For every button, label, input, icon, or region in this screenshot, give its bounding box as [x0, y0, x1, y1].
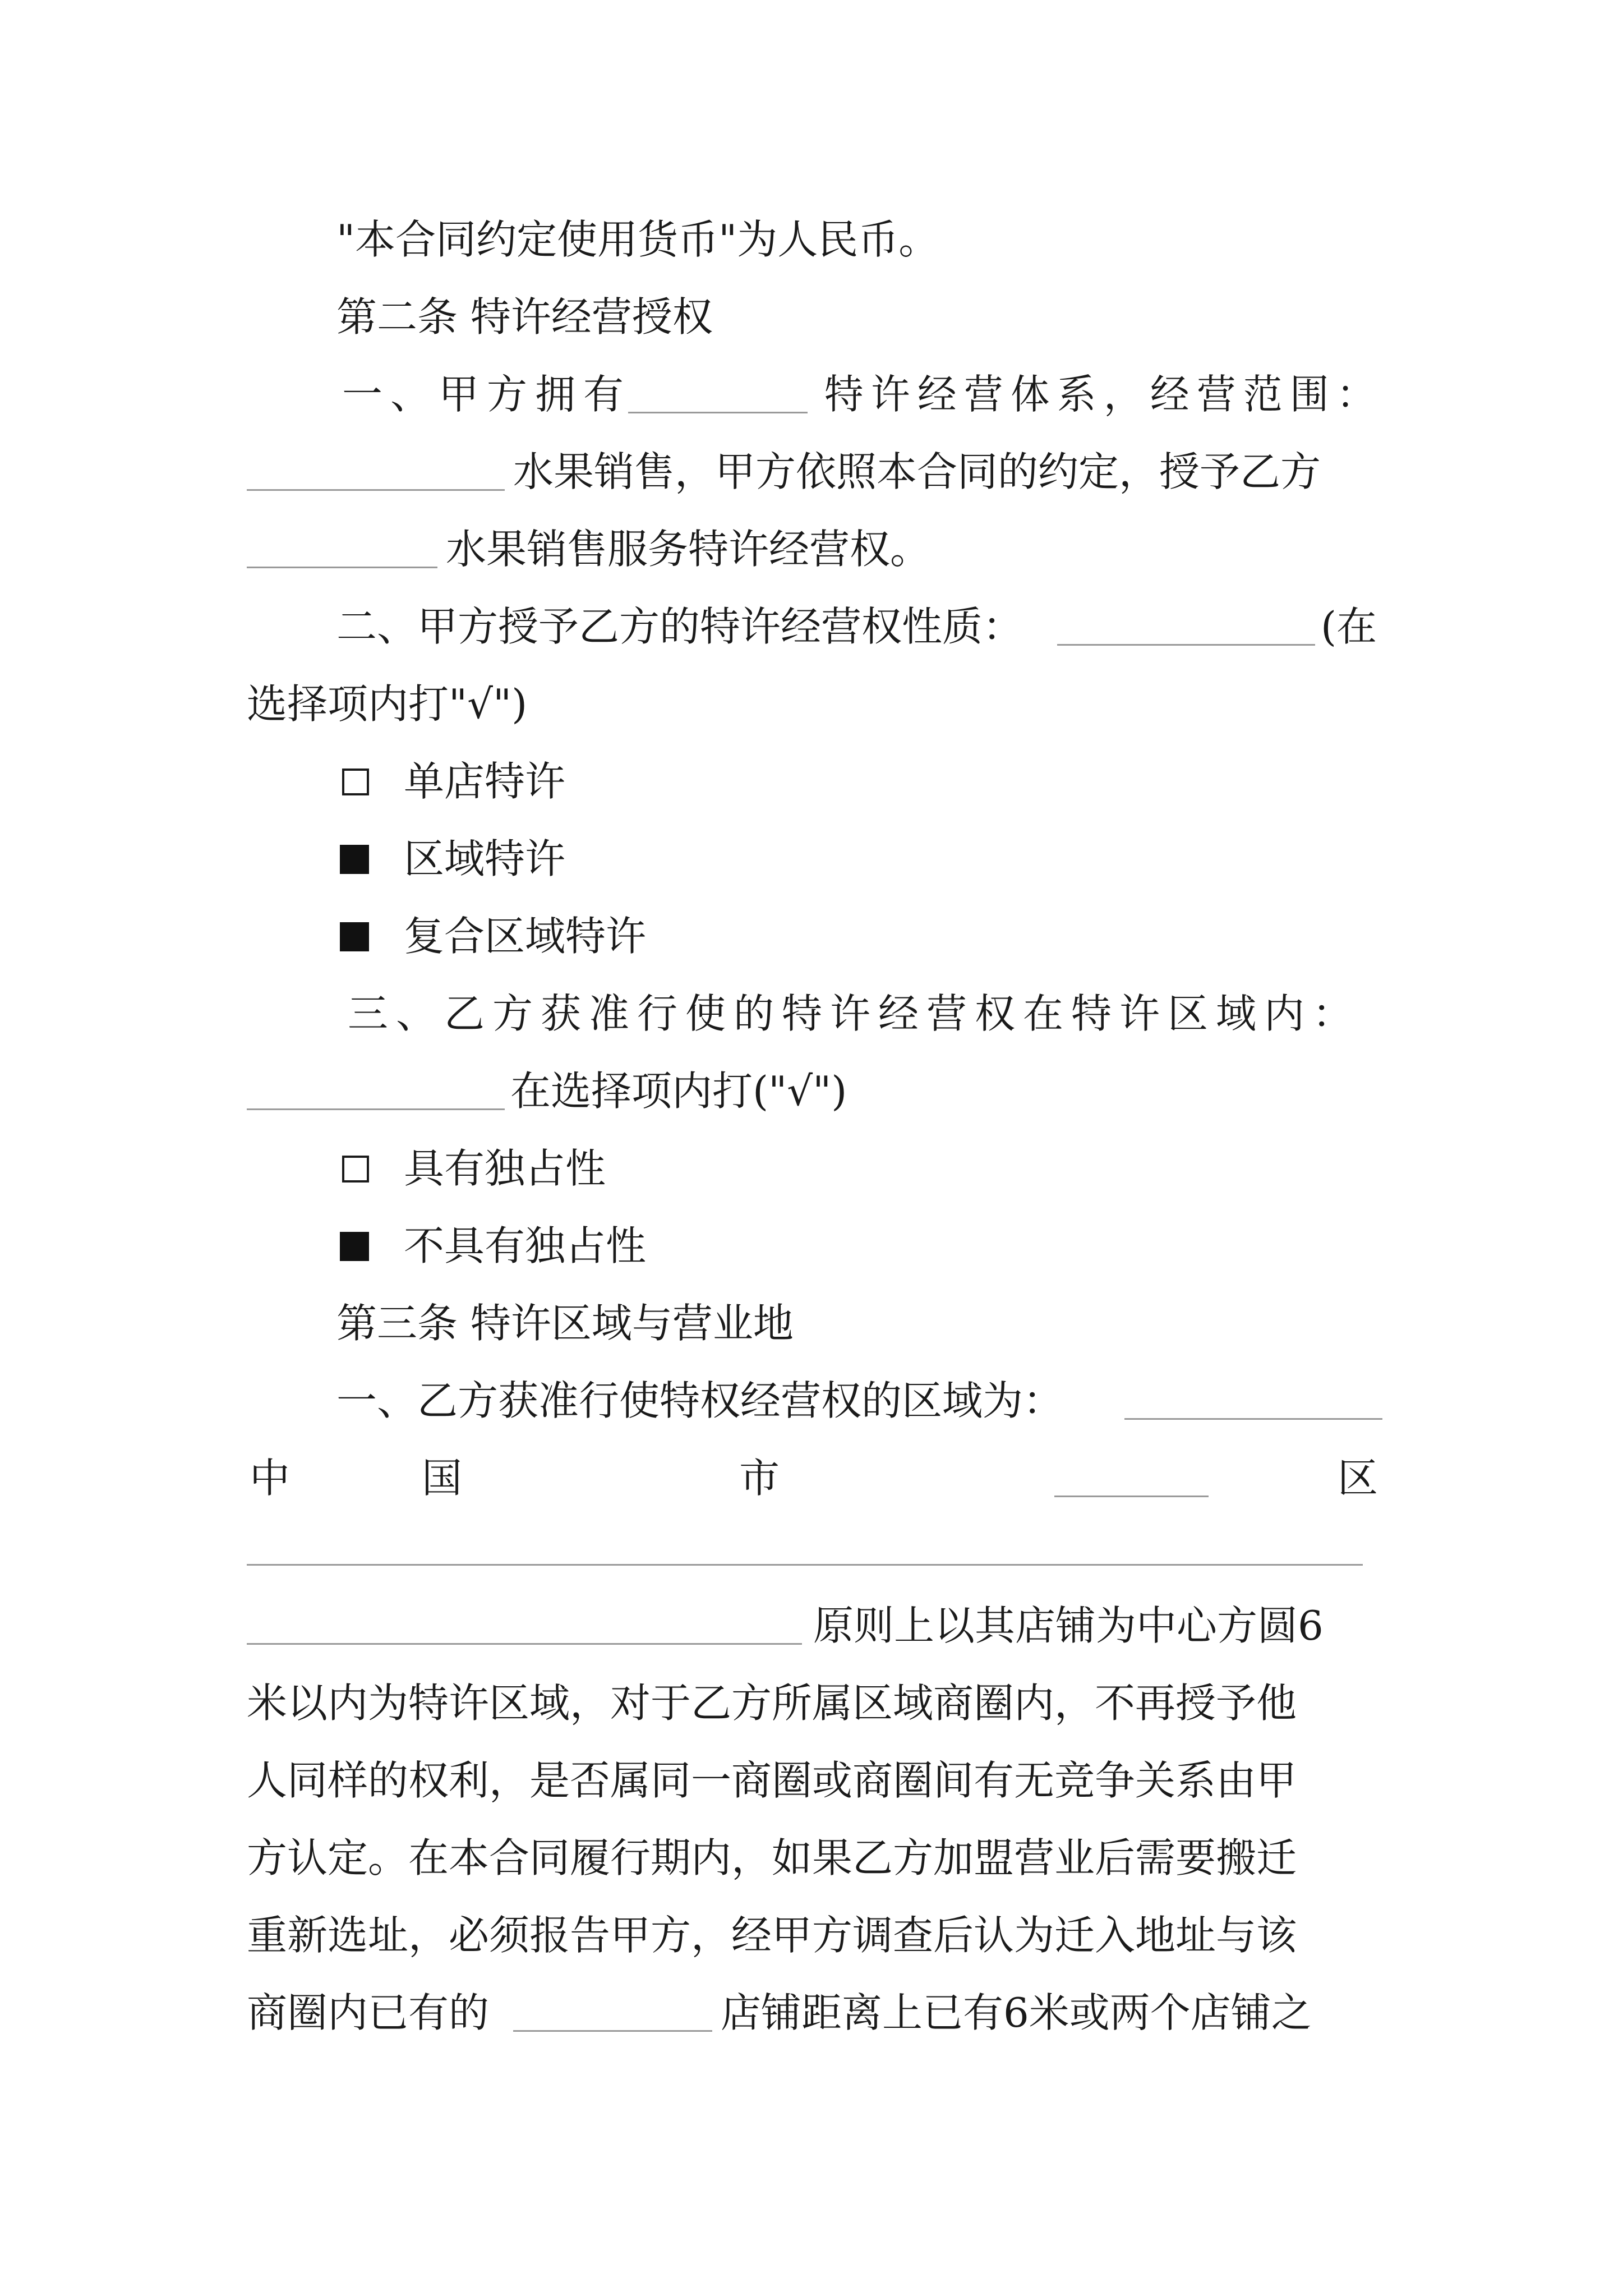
paragraph-3-1-line8 [0, 1904, 1623, 1966]
paragraph-2-3-line1 [0, 983, 1623, 1045]
paragraph-3-1-line1 [0, 1370, 1623, 1432]
paragraph-3-1-line4 [0, 1595, 1623, 1657]
paragraph-2-1-line3 [0, 518, 1623, 580]
franchise-nature-text: 二、甲方授予乙方的特许经营权性质： [336, 603, 1023, 650]
party-a-owns-text: 一、甲方拥有 [342, 371, 632, 418]
country-char: 中 [250, 1455, 291, 1502]
checkbox-filled-icon[interactable] [340, 922, 369, 951]
store-distance-text: 店铺距离上已有6米或两个店铺之 [721, 1989, 1312, 2036]
checkbox-empty-icon[interactable] [342, 1156, 369, 1182]
currency-text: "本合同约定使用货币"为人民币。 [336, 216, 939, 263]
business-scope-text: 特许经营体系，经营范围： [824, 371, 1383, 418]
select-instruction-text-2: 在选择项内打("√") [510, 1068, 847, 1115]
article-3-title: 第三条 特许区域与营业地 [336, 1300, 794, 1347]
paragraph-currency [0, 209, 1623, 270]
paragraph-text: 米以内为特许区域，对于乙方所属区域商圈内，不再授予他 [247, 1680, 1297, 1727]
franchise-area-text: 一、乙方获准行使特权经营权的区域为： [336, 1377, 1064, 1424]
scope-blank [247, 489, 505, 491]
option-regional[interactable] [0, 828, 1623, 890]
option-exclusive[interactable] [0, 1138, 1623, 1199]
paragraph-3-1-line5 [0, 1672, 1623, 1734]
exclusive-right-text: 三、乙方获准行使的特许经营权在特许区域内： [348, 990, 1361, 1037]
paragraph-2-1-line1 [0, 364, 1623, 425]
paragraph-text: 人同样的权利，是否属同一商圈或商圈间有无竞争关系由甲 [247, 1757, 1297, 1804]
checkbox-empty-icon[interactable] [342, 769, 369, 795]
franchise-area-blank [1124, 1418, 1382, 1420]
paragraph-text: 方认定。在本合同履行期内，如果乙方加盟营业后需要搬迁 [247, 1834, 1297, 1881]
option-label: 复合区域特许 [404, 913, 647, 960]
fruit-sales-grant-text: 水果销售，甲方依照本合同的约定，授予乙方 [513, 448, 1321, 495]
paragraph-3-1-line2 [0, 1447, 1623, 1509]
store-address-blank [247, 1643, 802, 1645]
district-char: 区 [1338, 1455, 1378, 1502]
article-2-title: 第二条 特许经营授权 [336, 293, 713, 341]
district-blank [1054, 1496, 1209, 1497]
exclusivity-blank [247, 1108, 505, 1110]
party-b-blank [247, 567, 437, 568]
franchise-system-blank [628, 412, 808, 413]
option-label: 具有独占性 [404, 1145, 606, 1192]
existing-store-text: 商圈内已有的 [247, 1989, 490, 2036]
city-char: 市 [739, 1455, 780, 1502]
paragraph-3-1-line9 [0, 1982, 1623, 2044]
existing-store-blank [513, 2030, 712, 2032]
fruit-sales-right-text: 水果销售服务特许经营权。 [446, 526, 931, 573]
option-label: 不具有独占性 [404, 1222, 647, 1269]
select-instruction-text: 选择项内打"√") [247, 680, 528, 728]
checkbox-filled-icon[interactable] [340, 845, 369, 874]
paragraph-3-1-line7 [0, 1827, 1623, 1889]
franchise-nature-blank [1057, 644, 1315, 646]
paragraph-2-2-line1 [0, 596, 1623, 657]
paragraph-3-1-line3 [0, 1525, 1623, 1586]
option-non-exclusive[interactable] [0, 1215, 1623, 1277]
option-single-store[interactable] [0, 751, 1623, 812]
option-label: 区域特许 [404, 835, 566, 882]
select-open-paren: (在 [1321, 603, 1377, 650]
country-char-2: 国 [422, 1455, 463, 1502]
paragraph-2-3-line2 [0, 1060, 1623, 1122]
article-3-heading [0, 1292, 1623, 1354]
paragraph-2-1-line2 [0, 441, 1623, 503]
address-blank [247, 1564, 1363, 1566]
option-label: 单店特许 [404, 758, 566, 805]
radius-principle-text: 原则上以其店铺为中心方圆6 [813, 1602, 1324, 1649]
paragraph-2-2-line2 [0, 673, 1623, 735]
option-composite-regional[interactable] [0, 905, 1623, 967]
paragraph-3-1-line6 [0, 1750, 1623, 1811]
checkbox-filled-icon[interactable] [340, 1232, 369, 1261]
article-2-heading [0, 286, 1623, 348]
paragraph-text: 重新选址，必须报告甲方，经甲方调查后认为迁入地址与该 [247, 1912, 1297, 1959]
